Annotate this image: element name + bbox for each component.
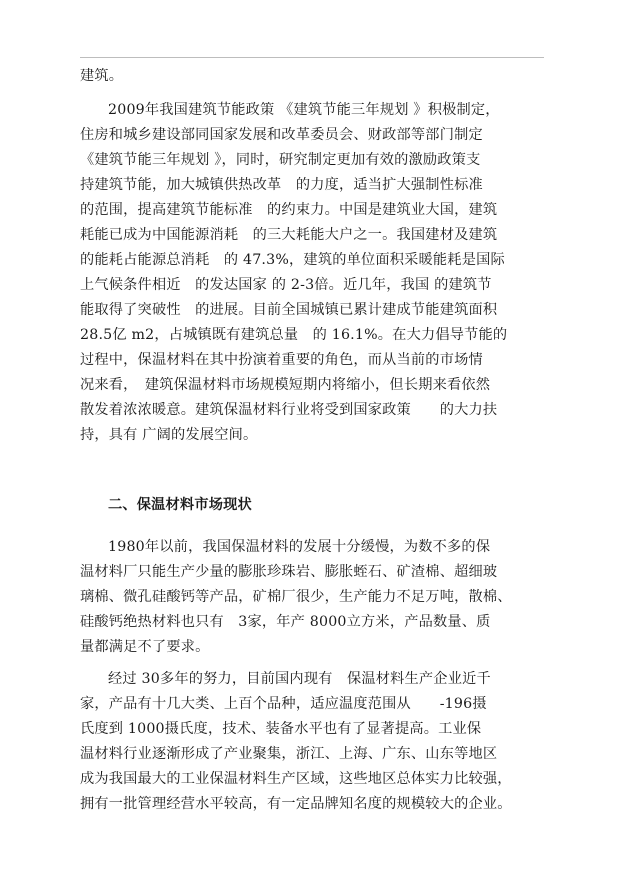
- text-line: 能取得了突破性 的进展。目前全国城镇已累计建成节能建筑面积: [80, 302, 498, 318]
- text-line: 家，产品有十几大类、上百个品种，适应温度范围从 -196摄: [80, 696, 487, 712]
- text-line: 住房和城乡建设部同国家发展和改革委员会、财政部等部门制定: [80, 127, 483, 143]
- text-line: 散发着浓浓暖意。建筑保温材料行业将受到国家政策 的大力扶: [80, 402, 498, 418]
- text-line: 1980年以前，我国保温材料的发展十分缓慢，为数不多的保: [108, 539, 491, 555]
- text-line: 成为我国最大的工业保温材料生产区域，这些地区总体实力比较强，: [80, 771, 512, 787]
- text-line: 璃棉、微孔硅酸钙等产品，矿棉厂很少，生产能力不足万吨，散棉、: [80, 589, 512, 605]
- text-line: 硅酸钙绝热材料也只有 3家，年产 8000立方米，产品数量、质: [80, 614, 491, 630]
- text-line: 耗能已成为中国能源消耗 的三大耗能大户之一。我国建材及建筑: [80, 227, 498, 243]
- text-line: 《建筑节能三年规划 》，同时，研究制定更加有效的激励政策支: [80, 152, 481, 168]
- text-line: 持，具有 广阔的发展空间。: [80, 427, 258, 443]
- section-heading: 二、保温材料市场现状: [108, 497, 252, 513]
- text-line: 的能耗占能源总消耗 的 47.3%，建筑的单位面积采暖能耗是国际: [80, 252, 505, 268]
- text-line: 上气候条件相近 的发达国家 的 2-3倍。近几年，我国 的建筑节: [80, 277, 492, 293]
- header-rule: [80, 57, 544, 58]
- text-line: 温材料行业逐渐形成了产业聚集，浙江、上海、广东、山东等地区: [80, 746, 498, 762]
- text-line: 况来看， 建筑保温材料市场规模短期内将缩小，但长期来看依然: [80, 377, 491, 393]
- text-line: 的范围，提高建筑节能标准 的约束力。中国是建筑业大国，建筑: [80, 202, 498, 218]
- text-line: 温材料厂只能生产少量的膨胀珍珠岩、膨胀蛭石、矿渣棉、超细玻: [80, 564, 498, 580]
- text-line: 28.5亿 m2，占城镇既有建筑总量 的 16.1%。在大力倡导节能的: [80, 327, 508, 343]
- text-line: 氏度到 1000摄氏度，技术、装备水平也有了显著提高。工业保: [80, 721, 482, 737]
- text-line: 建筑。: [80, 68, 124, 84]
- text-line: 经过 30多年的努力，目前国内现有 保温材料生产企业近千: [108, 671, 491, 687]
- text-line: 2009年我国建筑节能政策 《建筑节能三年规划 》积极制定，: [108, 102, 500, 118]
- text-line: 过程中，保温材料在其中扮演着重要的角色，而从当前的市场情: [80, 352, 483, 368]
- text-line: 拥有一批管理经营水平较高，有一定品牌知名度的规模较大的企业。: [80, 796, 512, 812]
- text-line: 量都满足不了要求。: [80, 639, 210, 655]
- text-line: 持建筑节能，加大城镇供热改革 的力度，适当扩大强制性标准: [80, 177, 483, 193]
